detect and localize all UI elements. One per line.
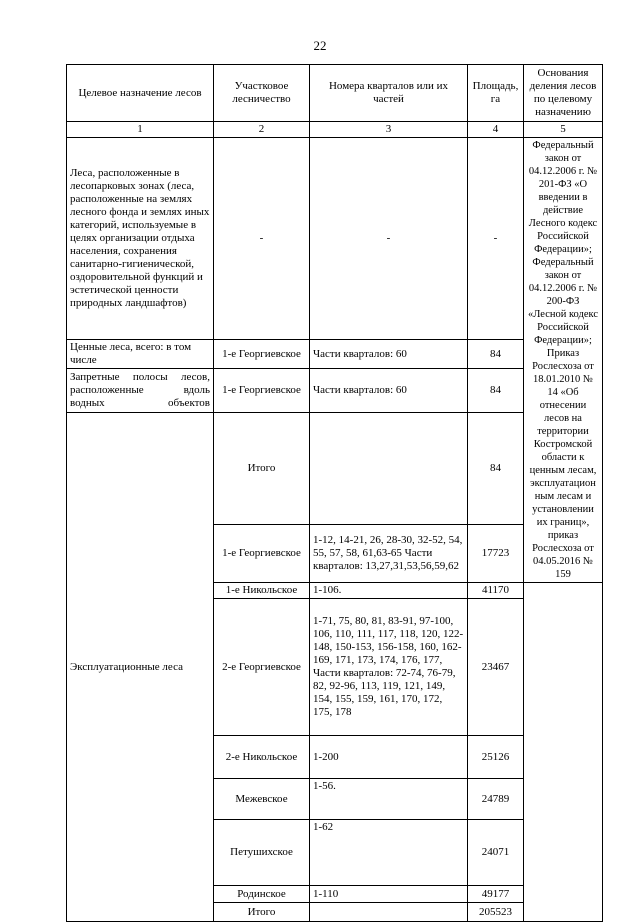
column-number: 5 — [524, 122, 603, 138]
legal-basis-cell: Федеральный закон от 04.12.2006 г. № 201-ФЗ «О введении в действие Лесного кодекс Российской Федерации»; Федеральный закон от 04.12.2006 г. № 200-ФЗ «Лесной кодекс Российской Федерации»; Приказ Рослесхоза от 18.01.2010 № 14 «Об отнесении лесов на территории Костромской области к ценным лесам, эксплуатацион ным лесам и установлении их границ», приказ Рослесхоза от 04.05.2016 № 159 — [524, 138, 603, 583]
quarters-list: 1-106. — [310, 583, 468, 599]
column-number: 4 — [468, 122, 524, 138]
protected-strips-quarters: Части кварталов: 60 — [310, 369, 468, 413]
page-number: 22 — [313, 38, 327, 53]
valuable-forests-district: 1-е Георгиевское — [214, 340, 310, 369]
area-value: 41170 — [468, 583, 524, 599]
district-name: Петушихское — [214, 820, 310, 886]
district-name: 2-е Никольское — [214, 736, 310, 779]
valuable-total-label: Итого — [214, 413, 310, 525]
protected-strips-purpose: Запретные полосы лесов, расположенные вдоль водных объектов — [67, 369, 214, 413]
empty-cell — [310, 903, 468, 922]
header-quarters: Номера кварталов или их частей — [310, 65, 468, 122]
district-name: 2-е Георгиевское — [214, 599, 310, 736]
header-basis: Основания деления лесов по целевому назначению — [524, 65, 603, 122]
quarters-list: 1-62 — [310, 820, 468, 886]
table-row — [67, 369, 603, 413]
protected-strips-district: 1-е Георгиевское — [214, 369, 310, 413]
column-number: 1 — [67, 122, 214, 138]
park-forests-district: - — [214, 138, 310, 340]
empty-basis-cell — [524, 583, 603, 922]
valuable-forests-area: 84 — [468, 340, 524, 369]
district-name: Межевское — [214, 779, 310, 820]
park-forests-area: - — [468, 138, 524, 340]
park-forests-quarters: - — [310, 138, 468, 340]
header-district: Участковое лесничество — [214, 65, 310, 122]
exploitation-total-label: Итого — [214, 903, 310, 922]
header-area: Площадь, га — [468, 65, 524, 122]
forest-purpose-table — [66, 64, 603, 922]
quarters-list: 1-12, 14-21, 26, 28-30, 32-52, 54, 55, 57, 58, 61,63-65 Части кварталов: 13,27,31,53,56,59,62 — [310, 525, 468, 583]
area-value: 17723 — [468, 525, 524, 583]
header-purpose: Целевое назначение лесов — [67, 65, 214, 122]
table-row — [67, 138, 603, 340]
header-row — [67, 65, 603, 122]
quarters-list: 1-110 — [310, 886, 468, 903]
park-forests-purpose: Леса, расположенные в лесопарковых зонах (леса, расположенные на землях лесного фонда и землях иных категорий, используемые в целях организации отдыха населения, сохранения санитарно-гигиенической, оздоровительной функций и эстетической ценности природных ландшафтов) — [67, 138, 214, 340]
column-number: 2 — [214, 122, 310, 138]
exploitation-total-area: 205523 — [468, 903, 524, 922]
table-row — [67, 340, 603, 369]
quarters-list: 1-56. — [310, 779, 468, 820]
area-value: 25126 — [468, 736, 524, 779]
area-value: 23467 — [468, 599, 524, 736]
valuable-forests-purpose: Ценные леса, всего: в том числе — [67, 340, 214, 369]
column-number-row — [67, 122, 603, 138]
quarters-list: 1-71, 75, 80, 81, 83-91, 97-100, 106, 110, 111, 117, 118, 120, 122-148, 150-153, 156-158, 160, 162-169, 171, 173, 174, 176, 177, Части кварталов: 72-74, 76-79, 82, 92-96, 113, 119, 121, 149, 154, 155, 159, 161, 170, 172, 175, 178 — [310, 599, 468, 736]
area-value: 24071 — [468, 820, 524, 886]
protected-strips-area: 84 — [468, 369, 524, 413]
district-name: 1-е Никольское — [214, 583, 310, 599]
area-value: 49177 — [468, 886, 524, 903]
valuable-total-area: 84 — [468, 413, 524, 525]
table-row — [67, 413, 603, 525]
empty-cell — [310, 413, 468, 525]
area-value: 24789 — [468, 779, 524, 820]
district-name: 1-е Георгиевское — [214, 525, 310, 583]
quarters-list: 1-200 — [310, 736, 468, 779]
column-number: 3 — [310, 122, 468, 138]
exploitation-purpose: Эксплуатационные леса — [67, 413, 214, 922]
valuable-forests-quarters: Части кварталов: 60 — [310, 340, 468, 369]
district-name: Родинское — [214, 886, 310, 903]
